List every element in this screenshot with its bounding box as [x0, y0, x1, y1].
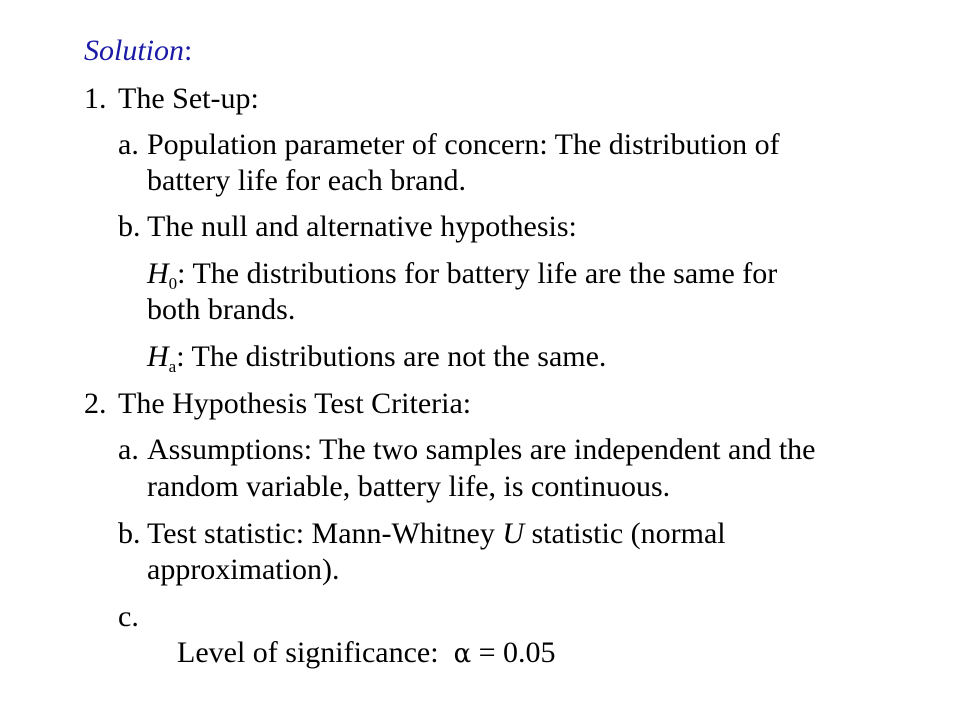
alternative-hypothesis-subscript: a	[168, 357, 177, 376]
section-2a-line-2: random variable, battery life, is continuous.	[147, 470, 671, 503]
section-1a-line-1: Population parameter of concern: The distribution of	[147, 128, 780, 161]
solution-heading	[84, 33, 192, 69]
section-1-title: The Set-up:	[118, 82, 259, 115]
null-hypothesis-symbol: H	[147, 257, 169, 290]
section-1b-marker: b.	[118, 210, 141, 243]
null-hypothesis-line-1	[147, 256, 777, 292]
alpha-symbol: α	[453, 639, 472, 669]
significance-level	[147, 599, 556, 708]
section-1b-line-1: The null and alternative hypothesis:	[147, 210, 577, 243]
section-2-title: The Hypothesis Test Criteria:	[118, 387, 472, 420]
solution-label: Solution	[84, 34, 185, 67]
section-2b-line-2: approximation).	[147, 553, 340, 586]
section-1a-marker: a.	[118, 128, 139, 161]
test-statistic-suffix: statistic (normal	[524, 517, 726, 550]
null-hypothesis-subscript: 0	[168, 274, 178, 293]
section-2c-marker: c.	[118, 600, 139, 633]
null-hypothesis-line-2: both brands.	[147, 293, 296, 326]
section-2a-line-1: Assumptions: The two samples are independent and the	[147, 433, 816, 466]
significance-label: Level of significance:	[177, 636, 454, 669]
section-2-number: 2.	[84, 387, 107, 420]
alternative-hypothesis-symbol: H	[147, 340, 169, 373]
solution-colon: :	[184, 34, 193, 67]
alternative-hypothesis-text: : The distributions are not the same.	[176, 340, 607, 373]
section-2b-marker: b.	[118, 517, 141, 550]
significance-value: = 0.05	[471, 636, 556, 669]
null-hypothesis-text: : The distributions for battery life are the same for	[177, 257, 778, 290]
test-statistic-variable: U	[502, 517, 524, 550]
section-2a-marker: a.	[118, 433, 139, 466]
alternative-hypothesis	[147, 339, 606, 375]
test-statistic-prefix: Test statistic: Mann-Whitney	[147, 517, 503, 550]
section-1a-line-2: battery life for each brand.	[147, 164, 466, 197]
section-1-number: 1.	[84, 82, 107, 115]
section-2b-line-1	[147, 516, 726, 552]
